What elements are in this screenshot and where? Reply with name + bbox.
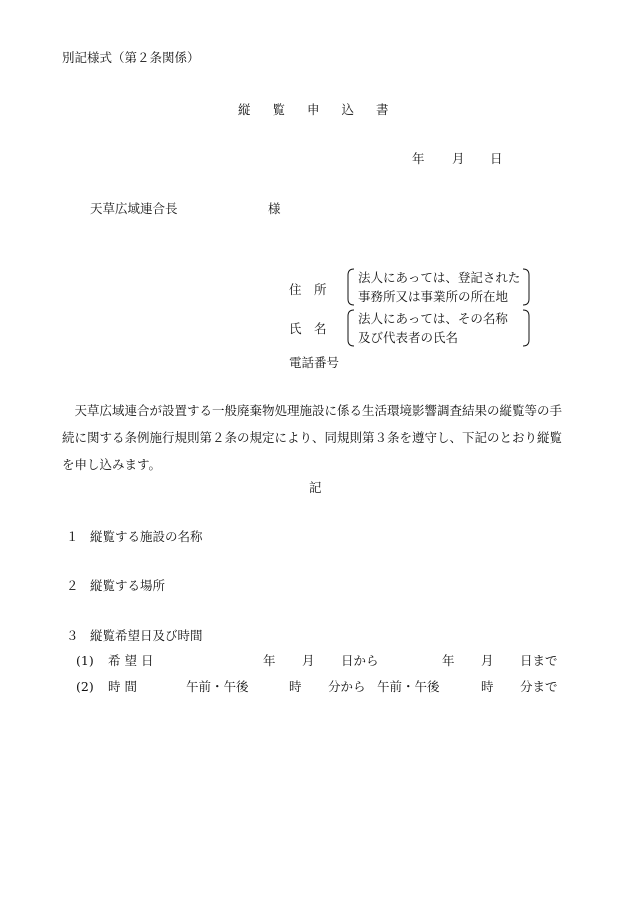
item-3-label: 縦覧希望日及び時間 bbox=[90, 628, 203, 643]
item-2-number: ２ bbox=[66, 578, 79, 593]
document-title: 縦覧申込書 bbox=[238, 102, 411, 117]
address-note-line1: 法人にあっては、登記された bbox=[358, 270, 521, 285]
date-year: 年 bbox=[412, 151, 425, 166]
from-hour: 時 bbox=[289, 679, 302, 694]
name-label: 氏 名 bbox=[289, 321, 327, 336]
subitem-2-number: (2) bbox=[76, 679, 94, 694]
from-ampm: 午前・午後 bbox=[186, 679, 249, 694]
phone-label: 電話番号 bbox=[289, 355, 340, 370]
to-month: 月 bbox=[481, 653, 494, 668]
to-minute: 分まで bbox=[520, 679, 558, 694]
from-year: 年 bbox=[263, 653, 276, 668]
item-1-number: １ bbox=[66, 529, 79, 544]
to-ampm: 午前・午後 bbox=[377, 679, 440, 694]
address-note-right-bracket bbox=[521, 268, 531, 306]
from-month: 月 bbox=[302, 653, 315, 668]
item-1-label: 縦覧する施設の名称 bbox=[90, 529, 203, 544]
subitem-1-number: (1) bbox=[76, 653, 94, 668]
name-note-line1: 法人にあっては、その名称 bbox=[358, 311, 508, 326]
date-month: 月 bbox=[452, 151, 465, 166]
name-note-right-bracket bbox=[521, 309, 531, 347]
to-day: 日まで bbox=[520, 653, 558, 668]
date-day: 日 bbox=[490, 151, 503, 166]
item-2-label: 縦覧する場所 bbox=[90, 578, 166, 593]
addressee-name: 天草広域連合長 bbox=[90, 201, 178, 216]
address-note-line2: 事務所又は事業所の所在地 bbox=[358, 289, 509, 304]
from-minute: 分から bbox=[328, 679, 366, 694]
to-year: 年 bbox=[442, 653, 455, 668]
body-paragraph: 天草広域連合が設置する一般廃棄物処理施設に係る生活環境影響調査結果の縦覧等の手続に関する条例施行規則第２条の規定により、同規則第３条を遵守し、下記のとおり縦覧を申し込みます。 bbox=[62, 403, 563, 472]
address-label: 住 所 bbox=[289, 282, 327, 297]
item-3-number: ３ bbox=[66, 628, 79, 643]
to-hour: 時 bbox=[481, 679, 494, 694]
addressee-honorific: 様 bbox=[268, 201, 281, 216]
subitem-1-label: 希 望 日 bbox=[108, 653, 154, 668]
ki-mark: 記 bbox=[309, 480, 322, 495]
name-note-left-bracket bbox=[346, 309, 356, 347]
form-label: 別記様式（第２条関係） bbox=[62, 50, 200, 65]
name-note-line2: 及び代表者の氏名 bbox=[358, 330, 459, 345]
subitem-2-label: 時 間 bbox=[108, 679, 137, 694]
from-day: 日から bbox=[341, 653, 379, 668]
address-note-left-bracket bbox=[346, 268, 356, 306]
